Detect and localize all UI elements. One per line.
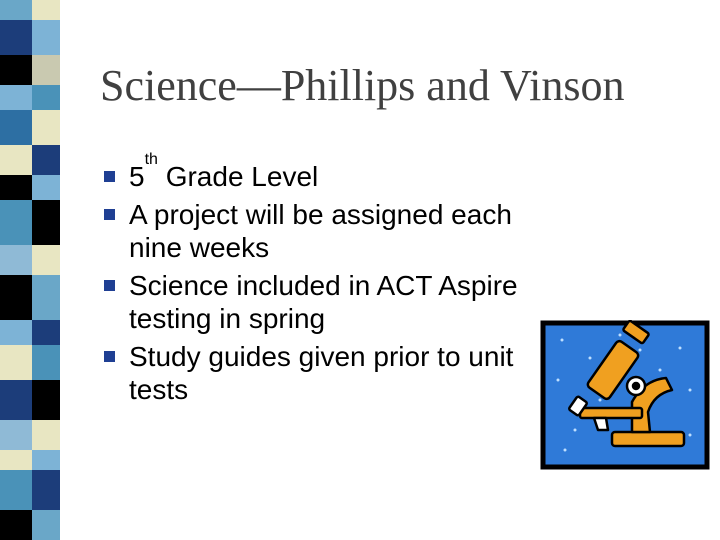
bullet-grade-level <box>104 150 524 193</box>
square-bullet-icon <box>104 351 115 362</box>
slide-title: Science—Phillips and Vinson <box>100 61 625 110</box>
bullet-study-guides-text: Study guides given prior to unit tests <box>129 341 514 405</box>
bullet-project <box>104 198 524 264</box>
bullet-act-aspire <box>104 269 524 335</box>
bullet-grade-number: 5 <box>129 161 145 192</box>
square-bullet-icon <box>104 209 115 220</box>
bullet-grade-text: Grade Level <box>157 161 319 192</box>
bullet-study-guides <box>104 340 524 406</box>
decorative-stripe-bar <box>0 0 60 540</box>
square-bullet-icon <box>104 171 115 182</box>
square-bullet-icon <box>104 280 115 291</box>
bullet-act-aspire-text: Science included in ACT Aspire testing in spring <box>129 270 518 334</box>
bullet-project-text: A project will be assigned each nine weeks <box>129 199 512 263</box>
microscope-icon <box>540 320 710 470</box>
bullet-list <box>104 150 524 411</box>
bullet-grade-suffix: th <box>144 150 158 168</box>
